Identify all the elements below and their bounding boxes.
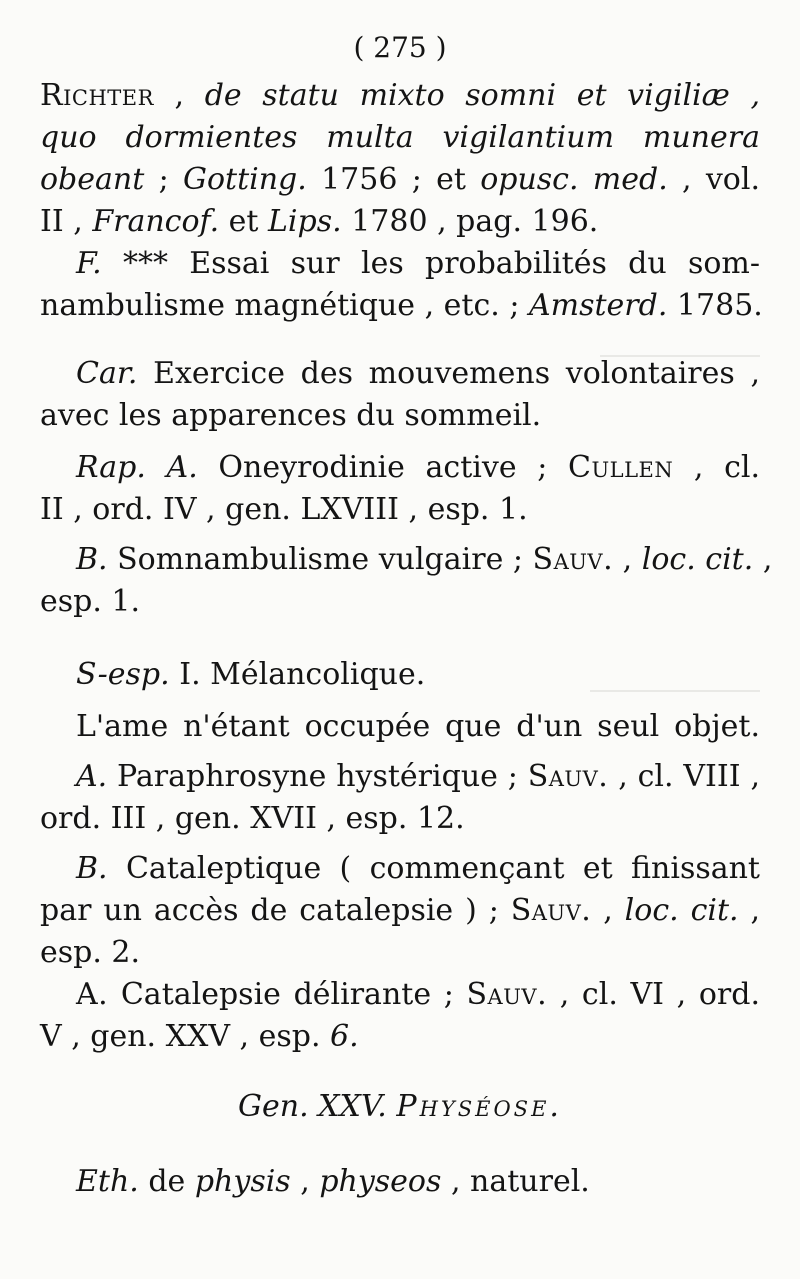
text-line: F. *** Essai sur les probabilités du som-: [76, 246, 760, 281]
author-name: Richter: [40, 78, 154, 113]
text-line: A. Paraphrosyne hystérique ; Sauv. , cl. VIII ,: [76, 759, 760, 794]
text-line: Richter , de statu mixto somni et vigiliæ ,: [40, 78, 760, 113]
text-line: obeant ; Gotting. 1756 ; et opusc. med. , vol.: [40, 162, 760, 197]
text-line: par un accès de catalepsie ) ; Sauv. , loc. cit. ,: [40, 893, 760, 928]
text-line: esp. 2.: [40, 935, 141, 970]
page-number: ( 275 ): [353, 31, 447, 64]
text-line: A. Catalepsie délirante ; Sauv. , cl. VI , ord.: [76, 977, 760, 1012]
text-line: II , ord. IV , gen. LXVIII , esp. 1.: [40, 492, 528, 527]
text-line: ord. III , gen. XVII , esp. 12.: [40, 801, 465, 836]
text-line: II , Francof. et Lips. 1780 , pag. 196.: [40, 204, 599, 239]
text-line: esp. 1.: [40, 584, 141, 619]
etymology-line: Eth. de physis , physeos , naturel.: [76, 1164, 590, 1199]
text-line: B. Somnambulisme vulgaire ; Sauv. , loc. cit. ,: [76, 542, 773, 577]
text-line: quo dormientes multa vigilantium munera: [40, 120, 760, 155]
text-line: L'ame n'étant occupée que d'un seul objet.: [76, 709, 760, 744]
text-line: B. Cataleptique ( commençant et finissant: [76, 851, 760, 886]
character-line: Car. Exercice des mouvemens volontaires ,: [76, 356, 760, 391]
genus-heading: Gen. XXV. Physéose.: [238, 1089, 562, 1124]
text-line: Rap. A. Oneyrodinie active ; Cullen , cl.: [76, 450, 761, 485]
text-line: avec les apparences du sommeil.: [40, 398, 542, 433]
text-line: V , gen. XXV , esp. 6.: [40, 1019, 359, 1054]
subspecies-heading: S-esp. I. Mélancolique.: [76, 657, 426, 692]
text-line: nambulisme magnétique , etc. ; Amsterd. 1785.: [40, 288, 763, 323]
